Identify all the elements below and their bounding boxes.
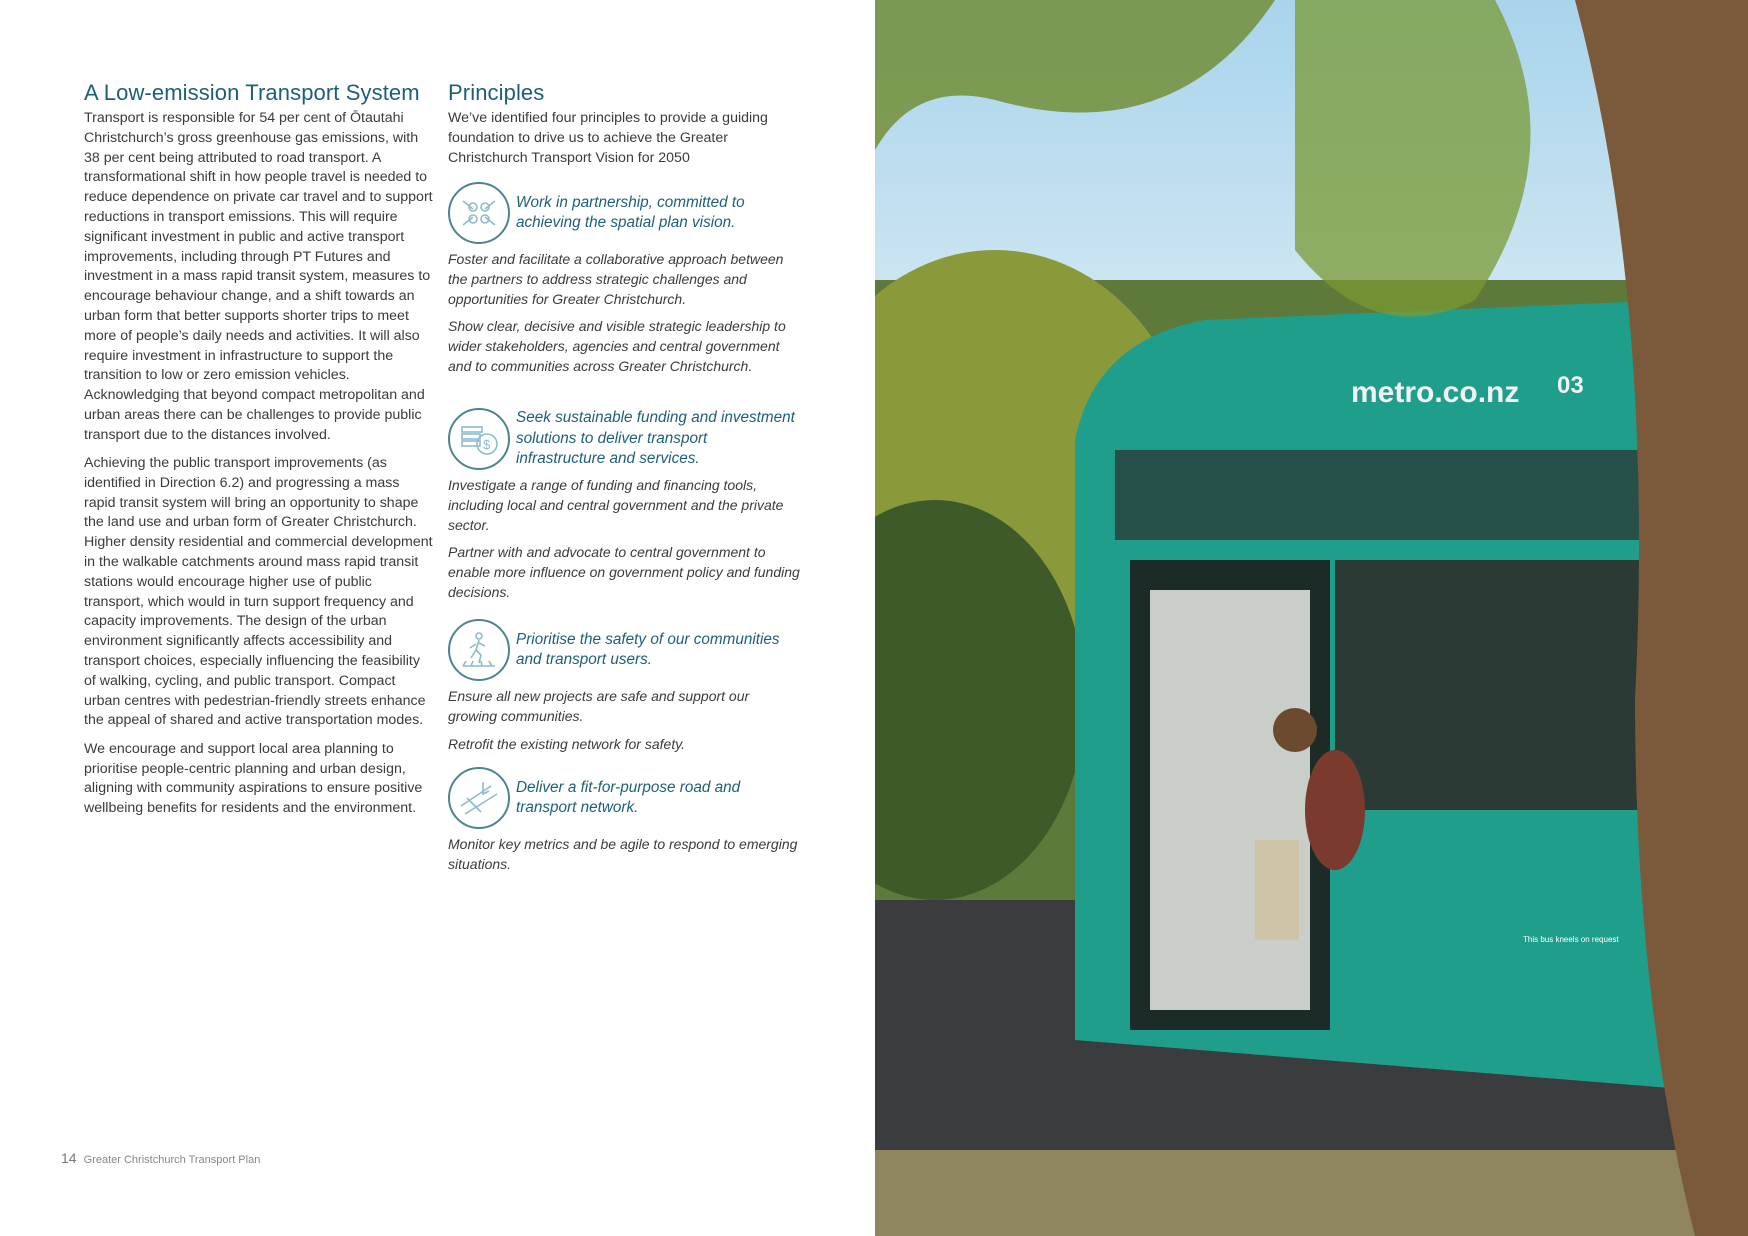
principle-item <box>448 767 800 883</box>
section-heading: A Low-emission Transport System <box>84 80 420 105</box>
bus-photo <box>875 0 1748 1236</box>
kneel-sign: This bus kneels on request <box>1523 935 1619 944</box>
paragraph: We encourage and support local area planning to prioritise people-centric planning and urban design, aligning with community aspirations to ensure positive wellbeing benefits for residents and the environment. <box>84 740 423 817</box>
document-title: Greater Christchurch Transport Plan <box>83 1154 261 1166</box>
principle-desc: Foster and facilitate a collaborative approach between the partners to address strategic challenges and opportunities for Greater Christchurch. <box>448 251 784 307</box>
svg-text:$: $ <box>483 437 491 452</box>
partnership-hands-icon <box>448 182 510 244</box>
page-number: 14 <box>61 1150 77 1166</box>
principle-item <box>448 182 800 385</box>
bus-brand: metro.co.nz <box>1351 376 1520 409</box>
principle-title: Prioritise the safety of our communities and transport users. <box>516 630 780 668</box>
principle-item <box>448 619 800 762</box>
pedestrian-crossing-icon <box>448 619 510 681</box>
principle-desc: Partner with and advocate to central government to enable more influence on government policy and funding decisions. <box>448 544 800 600</box>
principles-intro: We’ve identified four principles to provide a guiding foundation to drive us to achieve the Greater Christchurch Transport Vision for 2050 <box>448 110 768 166</box>
principle-desc: Ensure all new projects are safe and support our growing communities. <box>448 688 750 724</box>
principle-desc: Show clear, decisive and visible strategic leadership to wider stakeholders, agencies and central government and to communities across Greater Christchurch. <box>448 318 786 374</box>
funding-coins-icon <box>448 408 510 470</box>
principle-desc: Monitor key metrics and be agile to respond to emerging situations. <box>448 836 798 872</box>
principle-item <box>448 408 800 611</box>
page-footer <box>61 1150 260 1166</box>
principle-desc: Investigate a range of funding and financing tools, including local and central government and the private sector. <box>448 477 784 533</box>
principle-title: Work in partnership, committed to achieving the spatial plan vision. <box>516 193 745 231</box>
paragraph: Transport is responsible for 54 per cent of Ōtautahi Christchurch’s gross greenhouse gas emissions, with 38 per cent being attributed to road transport. A transformational shift in how people travel is needed to reduce dependence on private car travel and to support reductions in transport emissions. This will require significant investment in public and active transport improvements, including through PT Futures and investment in a mass rapid transit system, measures to encourage behaviour change, and a shift towards an urban form that better supports shorter trips to meet more of people’s daily needs and activities. It will also require investment in infrastructure to support the transition to low or zero emission vehicles. Acknowledging that beyond compact metropolitan and urban areas there can be challenges to provide public transport due to the distances involved. <box>84 110 433 443</box>
principle-desc: Retrofit the existing network for safety. <box>448 735 686 752</box>
paragraph: Achieving the public transport improvements (as identified in Direction 6.2) and progressing a mass rapid transit system will bring an opportunity to shape the land use and urban form of Greater Christchurch. Higher density residential and commercial development in the walkable catchments around mass rapid transit stations would encourage higher use of public transport, which would in turn support frequency and capacity improvements. The design of the urban environment significantly affects accessibility and transport choices, especially influencing the feasibility of walking, cycling, and public transport. Compact urban centres with pedestrian-friendly streets enhance the appeal of shared and active transportation modes. <box>84 455 433 729</box>
road-network-icon <box>448 767 510 829</box>
principle-title: Deliver a fit-for-purpose road and transport network. <box>516 778 741 816</box>
body-column <box>84 109 434 827</box>
principles-heading: Principles <box>448 80 545 105</box>
bus-number: 03 <box>1557 372 1584 399</box>
principle-title: Seek sustainable funding and investment solutions to deliver transport infrastructure and services. <box>516 409 795 468</box>
